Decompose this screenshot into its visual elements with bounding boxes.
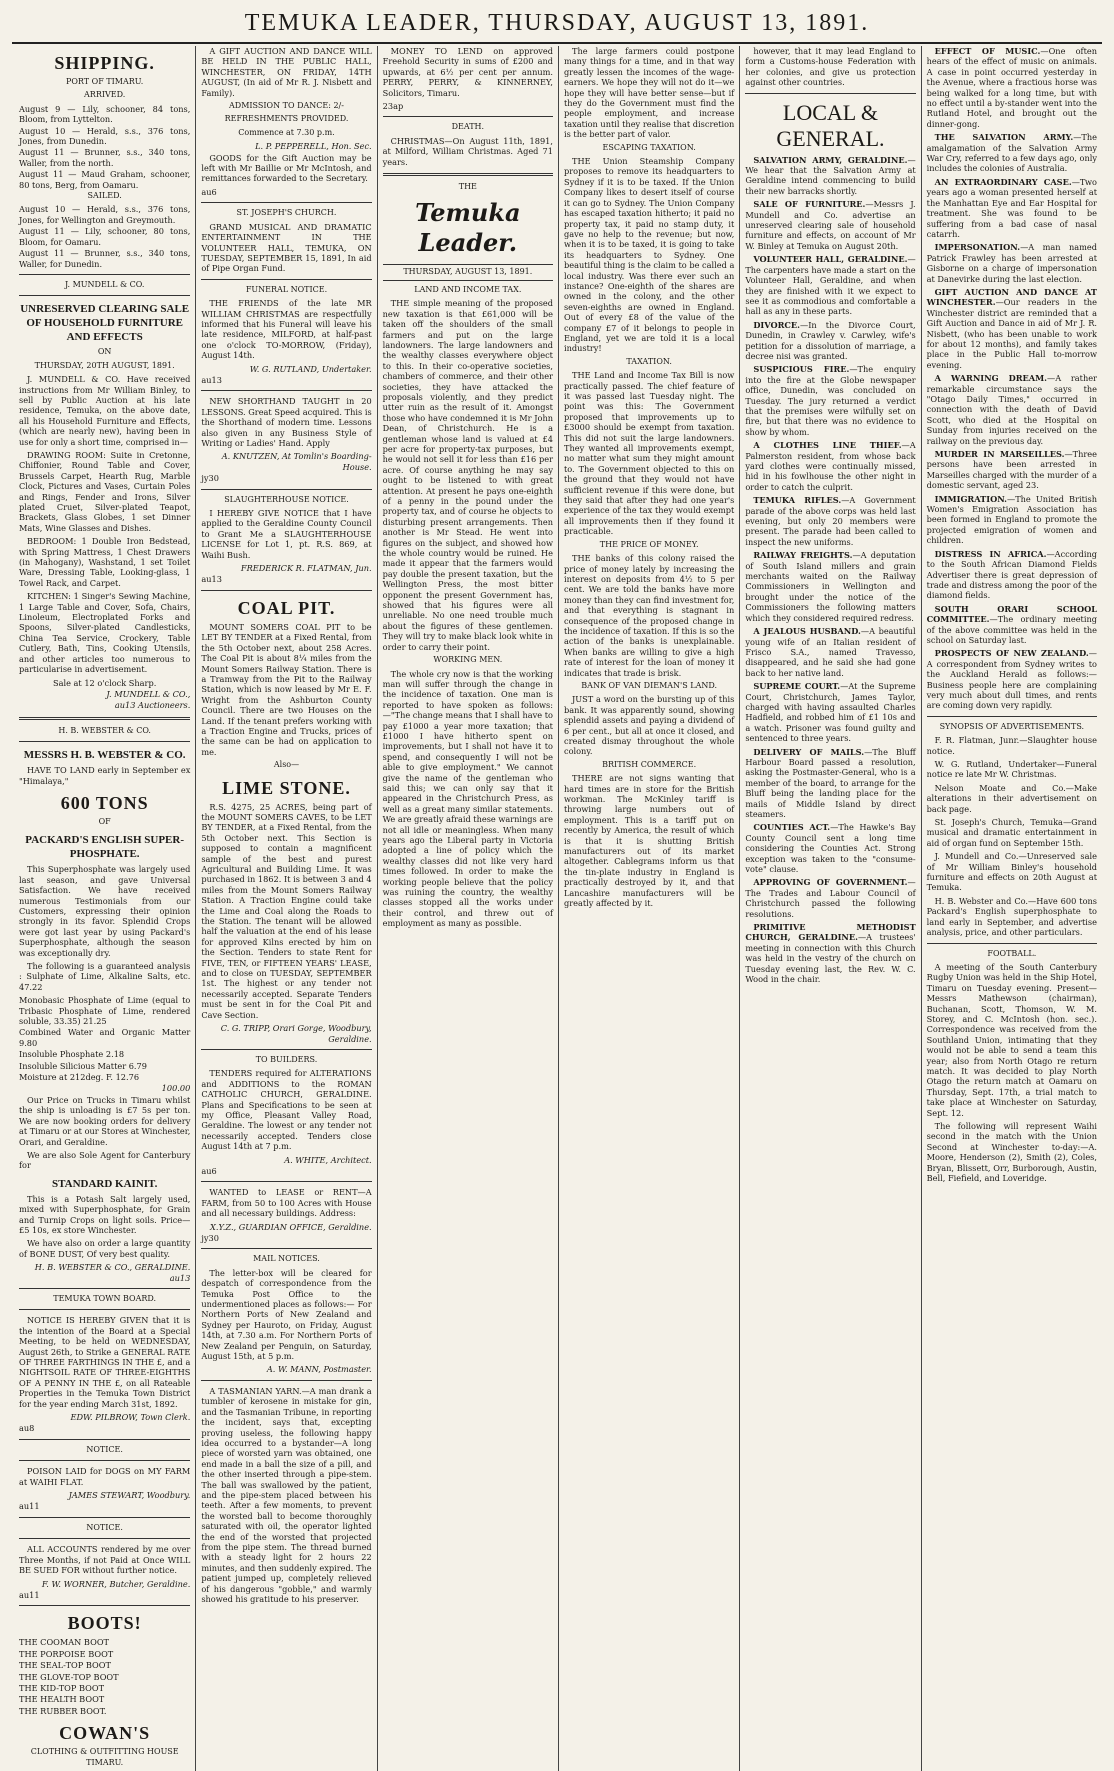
clearing-body: J. MUNDELL & CO. Have received instructions from Mr William Binley, to sell by Public Auction at his late residence, Temuka, on the above date, all his Household Furniture and Effects, (which are nearly new), having been in use for only a short time, comprised in— — [19, 374, 191, 447]
drawing-room: DRAWING ROOM: Suite in Cretonne, Chiffonier, Round Table and Cover, Brussels Carpet, Hearth Rug, Marble Clock, Pictures and Vases, Curtain Poles and Rings, Fender and Irons, Silver plated Cruet, Silver-plated Teapot, Brackets, Glass Globes, 1 set Dinner Mats, Wine Glasses and Dishes. — [19, 449, 191, 533]
commerce-title: BRITISH COMMERCE. — [602, 759, 697, 769]
death-title: DEATH. — [451, 122, 485, 132]
town-board-title: TEMUKA TOWN BOARD. — [53, 1293, 157, 1303]
list-item: Combined Water and Organic Matter 9.80 — [19, 1027, 191, 1048]
column-1 — [14, 46, 195, 1771]
knutzen-sign: A. KNUTZEN, At Tomlin's Boarding-House. — [221, 451, 372, 472]
slaughter-body: I HEREBY GIVE NOTICE that I have applied to the Geraldine County Council to Grant Me a SLAUGHTERHOUSE LICENSE for Lot 1, pt. R.S. 869, at Waihi Bush. — [201, 508, 372, 560]
clearing-sale-title: UNRESERVED CLEARING SALE OF HOUSEHOLD FURNITURE AND EFFECTS — [20, 303, 190, 344]
vdl-title: BANK OF VAN DIEMAN'S LAND. — [581, 680, 718, 690]
synopsis-item: St. Joseph's Church, Temuka—Grand musical and dramatic entertainment in aid of organ fund on September 15th. — [926, 817, 1097, 848]
news-item-text: —The ordinary meeting of the above committee was held in the school on Saturday last. — [926, 614, 1097, 645]
news-item — [927, 604, 1097, 646]
price-body: THE banks of this colony raised the price of money lately by increasing the interest on deposits from 4½ to 5 per cent. We are told the banks have more money than they can find investment for, and that everything is stagnant in consequence of the proposed change in the incidence of taxation. If this is so the action of the banks is unexplainable. When banks are willing to give a high rate of interest for the loan of money it indicates that trade is brisk. — [563, 553, 735, 678]
land-tax-body: THE simple meaning of the proposed new taxation is that £61,000 will be taken off the shoulders of the small farmers and put on the large landowners. The large landowners and the wealthy classes everywhere object to this. In their co-operative societies, chambers of commerce, and their other societies, they have attacked the proposals violently, and they predict utter ruin as the result of it. Amongst those who have condemned it is Mr John Dean, of Christchurch. He is a gentleman whose land is valued at £4 per acre for property-tax purposes, but he would not sell it for less than £16 per acre. Of course anything he may say ought to be listened to with great attention. At present he pays one-eighth of a penny in the pound under the property tax, and of course he objects to disturbing present arrangements. Then another is Mr Stead. He went into figures on the subject, and showed how the whole country would be ruined. He made it appear that the farmers would pay double the present taxation, but the Wellington Press, the most bitter opponent the present Government has, showed that his figures were all unreliable. No one need trouble much about the figures of these gentlemen. They will try to make black look white in order to carry their point. — [382, 298, 553, 652]
list-item: THE KID-TOP BOOT — [19, 1682, 105, 1693]
escaping-title: ESCAPING TAXATION. — [602, 142, 696, 152]
football-title: FOOTBALL. — [987, 948, 1037, 958]
kainit-title: STANDARD KAINIT. — [52, 1177, 158, 1190]
news-item-text: —The carpenters have made a start on the Volunteer Hall, Geraldine, and when they are finished with it we expect to see it as commodious and comfortable a hall as any in these parts. — [745, 254, 916, 317]
worner-sign: F. W. WORNER, Butcher, Geraldine. — [41, 1578, 191, 1589]
news-item-text: —The United British Women's Emigration Association has been formed in England to promote the projected emigration of women and children. — [926, 493, 1097, 546]
news-item-text: —The Hawke's Bay County Council sent a long time considering the Counties Act. Strong exception was taken to the "consume-vote" clause. — [745, 822, 916, 875]
goods-ref: au6 — [201, 186, 217, 197]
list-item: Insoluble Phosphate 2.18 — [19, 1049, 125, 1060]
news-item-text: —According to the South African Diamond Fields Advertiser there is great depression of trade and distress among the poor of the diamond fields. — [926, 548, 1097, 601]
list-item: August 9 — Lily, schooner, 84 tons, Bloom, from Lyttelton. — [19, 103, 191, 125]
news-item-text: —Three persons have been arrested in Marseilles charged with the murder of a domestic servant, aged 23. — [926, 449, 1097, 491]
rutland-sign: W. G. RUTLAND, Undertaker. — [249, 363, 372, 374]
cowans-title: COWAN'S — [59, 1723, 151, 1744]
news-item-title: AN EXTRAORDINARY CASE. — [934, 176, 1072, 187]
land-tax-title: LAND AND INCOME TAX. — [414, 284, 522, 294]
sale-time: Sale at 12 o'clock Sharp. — [52, 677, 157, 688]
news-item-title: GIFT AUCTION AND DANCE AT WINCHESTER. — [926, 286, 1097, 308]
synopsis-item: W. G. Rutland, Undertaker—Funeral notice re late Mr W. Christmas. — [926, 759, 1097, 780]
funeral-body: THE FRIENDS of the late MR WILLIAM CHRISTMAS are respectfully informed that his Funeral will leave his late residence, MILFORD, at half-past one o'clock TO-MORROW, (Friday), August 14th. — [201, 298, 372, 361]
news-item-text: —We hear that the Salvation Army at Geraldine intend commencing to build their new barracks shortly. — [745, 154, 916, 196]
lime-stone-title: LIME STONE. — [222, 777, 351, 798]
kainit-intro: We are also Sole Agent for Canterbury for — [19, 1149, 191, 1171]
news-item — [745, 550, 915, 623]
pilbrow-ref: au8 — [19, 1423, 35, 1434]
funeral-title: FUNERAL NOTICE. — [245, 284, 328, 294]
sailed-label: SAILED. — [87, 191, 122, 201]
auctioneers: au13 Auctioneers. — [114, 700, 191, 711]
kitchen: KITCHEN: 1 Singer's Sewing Machine, 1 Large Table and Cover, Sofa, Chairs, Linoleum, Electroplated Forks and Spoons, Silver-plated Candlesticks, China Tea Service, Crockery, Table Cutlery, Bath, Tins, Cooking Utensils, and other articles too numerous to particularise in advertisement. — [19, 591, 191, 675]
list-item: August 11 — Brunner, s.s., 340 tons, Waller, from the north. — [19, 147, 191, 168]
concert-notice: GRAND MUSICAL AND DRAMATIC ENTERTAINMENT IN THE VOLUNTEER HALL, TEMUKA, ON TUESDAY, SEPTEMBER 15, 1891, In aid of Pipe Organ Fund. — [201, 221, 372, 274]
port-heading: PORT OF TIMARU. — [65, 77, 144, 86]
goods-notice: GOODS for the Gift Auction may be left with Mr Baillie or Mr McIntosh, and remittances forwarded to the Secretary. — [201, 152, 372, 184]
boot-list — [19, 1637, 190, 1716]
list-item: THE SEAL-TOP BOOT — [19, 1660, 111, 1671]
shipping-title: SHIPPING. — [54, 53, 155, 73]
mann-sign: A. W. MANN, Postmaster. — [266, 1364, 372, 1375]
kainit-body: This is a Potash Salt largely used, mixed with Superphosphate, for Grain and Turnip Crops on light soils. Price—£5 10s, ex store Winchester. — [19, 1193, 191, 1235]
tasmanian-yarn: A TASMANIAN YARN.—A man drank a tumbler of kerosene in mistake for gin, and the Tasmanian Tribune, in reporting the incident, says that, excepting proving useless, the following happy idea occurred to a bystander—A long piece of worsted yarn was obtained, one end made in a ball the size of a pill, and the other inserted through a pipe-stem. The ball was swallowed by the patient, and the pipe-stem placed between his teeth. After a few moments, to prevent the worsted ball to become thoroughly saturated with oil, the operator lighted the end of the worsted that projected from the pipe stem. The thread burned with a steady light for 2 hours 22 minutes, and then suddenly expired. The patient jumped up, completely relieved of his dangerous "gobble," and warmly showed his gratitude to his preserver. — [201, 1385, 372, 1604]
news-item — [745, 254, 915, 316]
news-item-text: —Our readers in the Winchester district are reminded that a Gift Auction and Dance in aid of Mr J. R. Nisbett, (who has been unable to work for about 12 months), and family takes place in the Public Hall to-morrow evening. — [926, 297, 1097, 370]
tons-heading: 600 TONS — [60, 792, 149, 813]
analysis-list — [19, 995, 190, 1094]
list-item: August 10 — Herald, s.s., 376 tons, Jones, from Dunedin. — [19, 125, 191, 147]
lime-stone-body: R.S. 4275, 25 ACRES, being part of the MOUNT SOMERS CAVES, to be LET BY TENDER, at a Fixed Rental, from the 5th October next. This Section is supposed to contain a magnificent sample of the best and purest Agricultural and Building Lime. It was purchased in 1862. It is between 3 and 4 miles from the Mount Somers Railway Station. A Traction Engine could take the Lime and Coal along the Roads to the Station. The tenant will be allowed half the valuation at the end of his lease for approved Kilns erected by him on the Section. Tenders to state Rent for FIVE, TEN, or FIFTEEN YEARS' LEASE, and to close on TUESDAY, SEPTEMBER 1st. The highest or any tender not necessarily accepted. Separate Tenders must be sent in for the Coal Pit and Cave Section. — [201, 801, 372, 1020]
refreshments: REFRESHMENTS PROVIDED. — [224, 114, 349, 124]
analysis-intro: The following is a guaranteed analysis : Sulphate of Lime, Alkaline Salts, etc. 47.22 — [19, 961, 191, 992]
news-item-text: —A trustees' meeting in connection with this Church was held in the vestry of the church on Tuesday evening last, the Rev. W. C. Wood in the chair. — [745, 932, 916, 985]
flatman-ref: au13 — [201, 574, 222, 585]
arrived-list — [19, 104, 190, 190]
news-item-text: —A Government parade of the above corps was held last evening, but only 20 members were present. The parade had been called to inspect the new uniforms. — [745, 495, 916, 547]
pepperell-sign: L. P. PEPPERELL, Hon. Sec. — [255, 141, 372, 152]
list-item: THE PORPOISE BOOT — [19, 1648, 114, 1659]
sailed-list — [19, 204, 190, 268]
coal-pit-body: MOUNT SOMERS COAL PIT to be LET BY TENDER at a Fixed Rental, from the 5th October next, about 258 Acres. The Coal Pit is about 8¼ miles from the Mount Somers Railway Station. There is a Tramway from the Pit to the Railway Station, which is now leased by Mr E. F. Wright from the Ashburton County Council. There are two Houses on the Land. If the tenant prefers working with a Traction Engine and Trucks, prices of the same can be had on application to me. — [201, 621, 372, 757]
webster-heading: H. B. WEBSTER & CO. — [58, 725, 151, 735]
list-item: Insoluble Silicious Matter 6.79 — [19, 1060, 147, 1071]
stewart-sign: JAMES STEWART, Woodbury. — [68, 1490, 191, 1501]
news-item-title: PROSPECTS OF NEW ZEALAND. — [934, 648, 1089, 659]
paper-name: Temuka Leader. — [415, 198, 521, 258]
news-item-title: PRIMITIVE METHODIST CHURCH, GERALDINE. — [745, 922, 916, 943]
news-item — [927, 449, 1097, 491]
accounts-notice: ALL ACCOUNTS rendered by me over Three Months, if not Paid at Once WILL BE SUED FOR without further notice. — [19, 1544, 191, 1576]
news-item-text: —A Palmerston resident, from whose back yard clothes were continually missed, hid in his fowlhouse the other night in order to catch the culprit. — [745, 440, 916, 492]
webster-sign: H. B. WEBSTER & CO., GERALDINE. au13 — [34, 1262, 191, 1283]
column-4 — [558, 46, 739, 1771]
synopsis-item: Nelson Moate and Co.—Make alterations in their advertisement on back page. — [926, 782, 1097, 814]
escaping-body: THE Union Steamship Company proposes to remove its headquarters to Sydney if it is to be taxed. If the Union Company likes to desert itself of course it can go to Sydney. The Union Company has escaped taxation hitherto; it paid no property tax, it paid no stamp duty, it gave no help to the revenue; but now, when it is to be taxed, it is going to take its headquarters to Sydney. One beautiful thing is the claim to be called a local industry. Was there ever such an instance? One-eighth of the shares are owned in the colony, and the other seven-eighths are owned in England. Out of every £8 of the value of the company £7 of it belongs to people in England, yet we are told it is a local industry! — [563, 156, 735, 354]
synopsis-item: F. R. Flatman, Junr.—Slaughter house notice. — [926, 735, 1097, 756]
local-general-title: LOCAL & GENERAL. — [776, 99, 885, 151]
news-item — [927, 132, 1097, 174]
column-6 — [921, 46, 1102, 1771]
news-item-title: IMPERSONATION. — [934, 242, 1021, 253]
commerce-body: THERE are not signs wanting that hard times are in store for the British workman. The McKinley tariff is throwing large numbers out of employment. This is a tariff put on recently by America, the result of which is that it is shutting British manufacturers out of its market altogether. Cablegrams inform us that the tin-plate industry in England is practically destroyed by it, and that Lancashire manufacturers will be greatly affected by it. — [563, 773, 735, 909]
news-item — [745, 822, 915, 874]
mail-title: MAIL NOTICES. — [253, 1254, 320, 1264]
flatman-sign: FREDERICK R. FLATMAN, Jun. — [240, 563, 372, 574]
packards-body: This Superphosphate was largely used last season, and gave Universal Satisfaction. We have received numerous Testimonials from our Customers, expressing their opinion strongly in its favor. Splendid Crops were got last year by using Packard's Superphosphate, although the season was exceptionally dry. — [19, 864, 191, 958]
vdl-body: JUST a word on the bursting up of this bank. It was apparently sound, showing splendid assets and paying a dividend of 6 per cent., but all at once it closed, and created dismay throughout the whole colony. — [563, 694, 735, 757]
news-item-title: DELIVERY OF MAILS. — [753, 746, 865, 757]
news-item-title: APPROVING OF GOVERNMENT. — [753, 877, 908, 888]
knutzen-ref: jy30 — [201, 473, 219, 484]
news-item-title: IMMIGRATION. — [934, 493, 1008, 504]
news-item-text: —At the Supreme Court, Christchurch, James Taylor, charged with having assaulted Charles Hadfield, and robbed him of £1 10s and a watch. Prisoner was found guilty and sentenced to three years. — [745, 681, 916, 744]
newspaper-columns — [14, 46, 1102, 1767]
news-item-title: SALE OF FURNITURE. — [753, 199, 866, 210]
lend-ref: 23ap — [382, 101, 404, 112]
rutland-ref: au13 — [201, 374, 222, 385]
news-item — [745, 495, 915, 547]
news-item-text: —A deputation of South Island millers and grain merchants waited on the Railway Commissioners in Wellington and brought under the notice of the Commissioners the following matters which they considered required redress. — [745, 550, 916, 623]
news-item — [927, 287, 1097, 370]
news-item-text: —Two years ago a woman presented herself at the Manhattan Eye and Ear Hospital for treatment. She was found to be suffering from a bad case of nasal catarrh. — [926, 176, 1097, 239]
shorthand-notice: NEW SHORTHAND TAUGHT in 20 LESSONS. Great Speed acquired. This is the Shorthand of modern time. Lessons also given in any Business Style of Writing or Ladies' Hand. Apply — [201, 396, 372, 448]
news-item-text: —In the Divorce Court, Dunedin, in Crawley v. Carwley, wife's petition for a dissolution of marriage, a decree nisi was granted. — [745, 319, 916, 361]
tripp-sign: C. G. TRIPP, Orari Gorge, Woodbury, Geraldine. — [220, 1023, 372, 1044]
taxation-body: THE Land and Income Tax Bill is now practically passed. The chief feature of it was passed last Tuesday night. The point was this: The Government proposed that improvements up to £3000 should be exempt from taxation. This did not suit the large landowners. They wanted all improvements exempt, no matter what sum they might amount to. The Government objected to this on the ground that they would not have sufficient revenue if this were done, but they said that after they had one year's experience of the tax they would exempt all improvements then if they found it practicable. — [563, 370, 735, 537]
stewart-ref: au11 — [19, 1501, 40, 1512]
news-item — [745, 199, 915, 251]
cowans-sub: CLOTHING & OUTFITTING HOUSE TIMARU. — [30, 1747, 179, 1767]
list-item: August 11 — Lily, schooner, 80 tons, Bloom, for Oamaru. — [19, 226, 191, 247]
list-item: THE GLOVE-TOP BOOT — [19, 1671, 119, 1682]
working-men-title: WORKING MEN. — [433, 655, 503, 665]
clearing-date: THURSDAY, 20TH AUGUST, 1891. — [34, 360, 175, 370]
taxation-title: TAXATION. — [626, 356, 672, 366]
news-item-title: SOUTH ORARI SCHOOL COMMITTEE. — [926, 603, 1097, 625]
news-item-text: —A correspondent from Sydney writes to the Auckland Herald as follows:— Business people here are complaining very much about dull times, and rents are coming down very rapidly. — [926, 648, 1097, 711]
news-item — [927, 494, 1097, 546]
price-title: THE PRICE OF MONEY. — [599, 539, 699, 549]
news-item — [745, 155, 915, 197]
packards-tail: Our Price on Trucks in Timaru whilst the ship is unloading is £7 5s per ton. We are now booking orders for delivery at Timaru or at our Stores at Winchester, Orari, and Geraldine. — [19, 1094, 191, 1147]
news-item-text: —The amalgamation of the Salvation Army War Cry, referred to a few days ago, only includes the colonies of Australia. — [926, 132, 1097, 174]
news-item — [745, 440, 915, 492]
news-item-title: SALVATION ARMY, GERALDINE. — [753, 154, 908, 165]
st-josephs-title: ST. JOSEPH'S CHURCH. — [236, 208, 337, 218]
news-item — [745, 681, 915, 743]
list-item: Monobasic Phosphate of Lime (equal to Tribasic Phosphate of Lime, rendered soluble, 33.35) 21.25 — [19, 995, 191, 1027]
town-board-notice: NOTICE IS HEREBY GIVEN that it is the intention of the Board at a Special Meeting, to be held on WEDNESDAY, August 26th, to Strike a GENERAL RATE OF THREE FARTHINGS IN THE £, and a NIGHTSOIL RATE OF THREE-EIGHTHS OF A PENNY IN THE £, on all Rateable Properties in the Temuka Town District for the year ending March 31st, 1892. — [19, 1315, 191, 1409]
news-item-title: A WARNING DREAM. — [934, 373, 1048, 384]
list-item: Moisture at 212deg. F. 12.76 — [19, 1072, 140, 1083]
news-item-text: —A man named Patrick Frawley has been arrested at Gisborne on a charge of impersonation at Danevirke during the last election. — [926, 242, 1097, 284]
gift-auction-body: A GIFT AUCTION AND DANCE WILL BE HELD IN THE PUBLIC HALL, WINCHESTER, ON FRIDAY, 14TH AUGUST, (In aid of Mr R. J. Nisbett and Family). — [201, 46, 372, 98]
news-item-title: A CLOTHES LINE THIEF. — [753, 440, 902, 451]
football-tail: The following will represent Waihi second in the match with the Union Second at Winchester to-day:—A. Moore, Henderson (2), Smith (2), Coles, Bryan, Blissett, Orr, Burborough, Austin, Bell, Fiefield, and Loveridge. — [926, 1121, 1097, 1184]
webster-body: HAVE TO LAND early in September ex "Himalaya," — [19, 765, 191, 786]
synopsis-title: SYNOPSIS OF ADVERTISEMENTS. — [939, 721, 1085, 731]
news-item — [927, 373, 1097, 446]
news-item-text: —The Trades and Labour Council of Christchurch passed the following resolutions. — [745, 877, 916, 919]
admission: ADMISSION TO DANCE: 2/- — [229, 101, 344, 111]
news-item-title: THE SALVATION ARMY. — [934, 132, 1074, 143]
mail-body: The letter-box will be cleared for despatch of correspondence from the Temuka Post Office to the undermentioned places as follows:— For Northern Ports of New Zealand and Sydney per Hauroto, on Friday, August 14th, at 7.30 a.m. For Northern Ports of New Zealand per Penguin, on Saturday, August 15th, at 5 p.m. — [201, 1267, 372, 1362]
boots-title: BOOTS! — [67, 1613, 142, 1634]
money-to-lend: MONEY TO LEND on approved Freehold Security in sums of £200 and upwards, at 6½ per cent per annum. PERRY, PERRY, & KINNERNEY, Solicitors, Timaru. — [382, 46, 553, 98]
packards-title: PACKARD'S ENGLISH SUPER-PHOSPHATE. — [25, 834, 185, 861]
news-item-title: MURDER IN MARSEILLES. — [934, 449, 1065, 460]
synopsis-item: J. Mundell and Co.—Unreserved sale of Mr William Binley's household furniture and effects on 20th August at Temuka. — [926, 851, 1097, 893]
list-item: THE COOMAN BOOT — [19, 1637, 109, 1648]
intro-para: The large farmers could postpone many things for a time, and in that way greatly lessen the incomes of the wage-earners. We hope they will not do it—we hope they will have better sense—but if they do the Government must find the people employment, and increase taxation until they realise that discretion is the better part of valor. — [563, 46, 735, 140]
news-item — [745, 747, 915, 820]
news-item — [927, 46, 1097, 129]
death-body: CHRISTMAS—On August 11th, 1891, at Milford, William Christmas. Aged 71 years. — [382, 135, 553, 167]
news-item — [927, 549, 1097, 601]
bone-dust: We have also on order a large quantity of BONE DUST, Of very best quality. — [19, 1238, 191, 1259]
news-item-title: COUNTIES ACT. — [753, 822, 831, 833]
news-item-text: —The Bluff Harbour Board passed a resolution, asking the Postmaster-General, who is a member of the board, to arrange for the Bluff being the landing place for the mails of Middle Island by direct steamers. — [745, 746, 916, 819]
news-item-title: EFFECT OF MUSIC. — [934, 46, 1041, 56]
bedroom: BEDROOM: 1 Double Iron Bedstead, with Spring Mattress, 1 Chest Drawers (in Mahogany), Washstand, 1 set Toilet Ware, Dressing Table, Looking-glass, 1 Towel Rack, and Carpet. — [19, 536, 191, 588]
news-item-title: DIVORCE. — [753, 319, 801, 330]
commence: Commence at 7.30 p.m. — [238, 127, 335, 137]
news-item — [927, 177, 1097, 239]
of-label: OF — [98, 816, 111, 826]
arrived-label: ARRIVED. — [84, 90, 126, 100]
working-men-body: The whole cry now is that the working man will suffer through the change in the incidence of taxation. One man is reported to have spoken as follows:—"The change means that I shall have to pay £1000 a year more taxation; that £1000 I have hitherto spent on improvements, but I shall not have it to spend, and consequently I will not be able to give employment." We cannot give the name of the gentleman who said this; we can only say that it appeared in the Christchurch Press, as well as a great many similar statements. We are greatly afraid these warnings are not all idle or meaningless. When many years ago the Liberal party in Victoria adopted a line of policy which the wealthy classes did not like very hard times followed. In order to make the working people believe that the policy was ruining the country, the wealthy classes stopped all the works under their control, and threw out of employment as many as possible. — [382, 668, 553, 929]
column-5 — [739, 46, 920, 1771]
coal-pit-title: COAL PIT. — [237, 597, 336, 618]
list-item: 100.00 — [161, 1083, 191, 1094]
intro-para: however, that it may lead England to form a Customs-house Federation with her colonies, and give us protection against other countries. — [745, 46, 916, 88]
webster-title: MESSRS H. B. WEBSTER & CO. — [23, 749, 186, 762]
column-2 — [195, 46, 376, 1771]
news-item-title: VOLUNTEER HALL, GERALDINE. — [753, 254, 908, 265]
notice-heading: NOTICE. — [86, 1444, 123, 1454]
mundell-sign: J. MUNDELL & CO., — [106, 688, 191, 699]
also-label: Also— — [273, 760, 300, 770]
wanted-notice: WANTED to LEASE or RENT—A FARM, from 50 to 100 Acres with House and all necessary buildings. Address: — [201, 1187, 372, 1219]
xyz-sign: X.Y.Z., GUARDIAN OFFICE, Geraldine. — [210, 1221, 372, 1232]
list-item: August 11 — Maud Graham, schooner, 80 tons, Berg, from Oamaru. — [19, 169, 191, 190]
news-item-text: —Messrs J. Mundell and Co. advertise an unreserved clearing sale of household furniture and effects, on account of Mr W. Binley at Temuka on August 20th. — [745, 199, 916, 251]
slaughter-title: SLAUGHTERHOUSE NOTICE. — [224, 494, 349, 504]
column-3 — [377, 46, 558, 1771]
news-item-title: SUPREME COURT. — [753, 681, 841, 692]
news-item-title: SUSPICIOUS FIRE. — [753, 364, 850, 375]
news-item-title: TEMUKA RIFLES. — [753, 495, 842, 506]
news-item-title: DISTRESS IN AFRICA. — [934, 548, 1047, 559]
news-item-text: —The enquiry into the fire at the Globe newspaper office, Dunedin, was concluded on Tuesday. The jury returned a verdict that the premises were wilfully set on fire, but that there was no evidence to show by whom. — [745, 364, 916, 437]
news-item-text: —A rather remarkable circumstance says the "Otago Daily Times," occurred in connection with the death of David Scott, who died at the Hospital on Sunday from injuries received on the railway on the previous day. — [926, 373, 1097, 446]
clearing-on: ON — [97, 347, 112, 357]
synopsis-item: H. B. Webster and Co.—Have 600 tons Packard's English superphosphate to land early in September, and advertise analysis, price, and other particulars. — [926, 895, 1097, 938]
news-item — [745, 320, 915, 362]
white-sign: A. WHITE, Architect. — [284, 1154, 372, 1165]
list-item: THE RUBBER BOOT. — [19, 1705, 107, 1716]
news-item — [927, 242, 1097, 284]
notice-heading: NOTICE. — [86, 1522, 123, 1532]
news-item — [927, 648, 1097, 710]
list-item: THE HEALTH BOOT — [19, 1694, 105, 1705]
news-item — [745, 626, 915, 678]
news-item-text: —A beautiful young wife of an Italian resident of Frisco S.A., named Travesso, disappeared, and he said she had gone back to her native land. — [745, 626, 916, 678]
worner-ref: au11 — [19, 1589, 40, 1600]
football-body: A meeting of the South Canterbury Rugby Union was held in the Ship Hotel, Timaru on Tuesday evening. Present—Messrs Mathewson (chairman), Buchanan, Scott, Thomson, W. M. Storey, and C. McIntosh (hon. sec.). Correspondence was received from the Southland Union, intimating that they would not be able to send a team this year; also from North Otago re return match. It was decided to play North Otago the return match at Oamaru on Thursday, Sept. 17th, a trial match to take place at Winchester on Saturday, Sept. 12. — [926, 961, 1097, 1118]
news-item — [745, 877, 915, 919]
list-item: August 10 — Herald, s.s., 376 tons, Jones, for Wellington and Greymouth. — [19, 204, 191, 225]
masthead-rule — [12, 42, 1102, 44]
news-item — [745, 922, 915, 984]
news-item-text: —One often hears of the effect of music on animals. A case in point occurred yesterday in the Avenue, where a fractious horse was being walked for a long time, but with no effect until a by-stander went into the Rutland Hotel, and brought out the dinner-gong. — [926, 46, 1097, 129]
xyz-ref: jy30 — [201, 1233, 219, 1243]
masthead: TEMUKA LEADER, THURSDAY, AUGUST 13, 1891. — [244, 10, 870, 36]
pilbrow-sign: EDW. PILBROW, Town Clerk. — [70, 1412, 191, 1423]
white-ref: au6 — [201, 1165, 217, 1176]
list-item: August 11 — Brunner, s.s., 340 tons, Waller, for Dunedin. — [19, 248, 191, 269]
the-label: THE — [458, 182, 477, 192]
mundell-heading: J. MUNDELL & CO. — [64, 279, 145, 289]
news-item — [745, 364, 915, 437]
builders-body: TENDERS required for ALTERATIONS and ADDITIONS to the ROMAN CATHOLIC CHURCH, GERALDINE. Plans and Specifications to be seen at my Office, Pleasant Valley Road, Geraldine. The lowest or any tender not necessarily accepted. Tenders close August 14th at 7 p.m. — [201, 1068, 372, 1152]
builders-title: TO BUILDERS. — [255, 1054, 318, 1064]
poison-notice: POISON LAID for DOGS on MY FARM at WAIHI FLAT. — [19, 1466, 191, 1487]
paper-date: THURSDAY, AUGUST 13, 1891. — [383, 264, 553, 280]
news-item-title: RAILWAY FREIGHTS. — [753, 550, 853, 561]
news-item-title: A JEALOUS HUSBAND. — [753, 626, 861, 637]
